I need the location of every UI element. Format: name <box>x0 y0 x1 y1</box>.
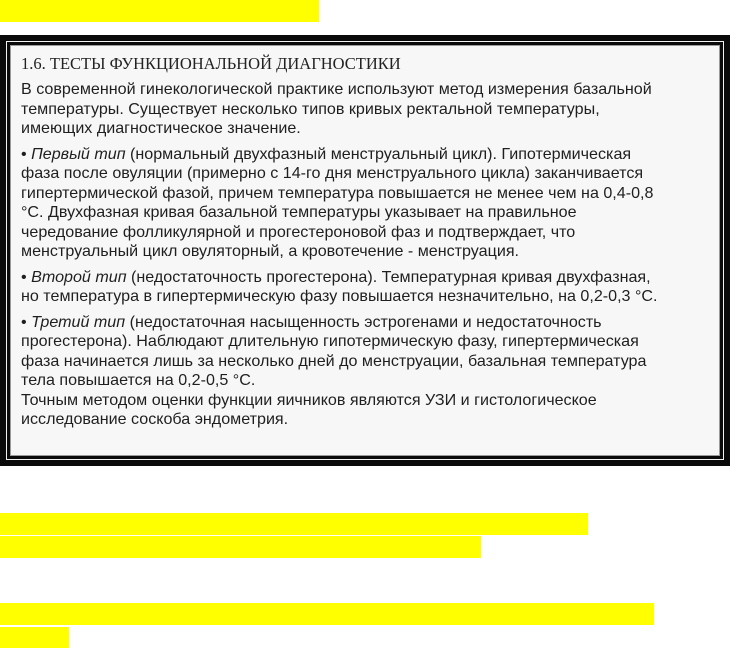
intro-line: температуры. Существует несколько типов кривых ректальной температуры, <box>21 99 600 118</box>
bullet: • <box>21 267 32 286</box>
type-1-line: гипертермической фазой, причем температура повышается не менее чем на 0,4-0,8 <box>21 183 654 202</box>
type-1-line: менструальный цикл овуляторный, а кровотечение - менструация. <box>21 242 520 260</box>
highlight-bar <box>0 536 481 558</box>
highlight-bar <box>0 513 588 535</box>
type-1-line: фаза после овуляции (примерно с 14-го дня менструального цикла) заканчивается <box>21 164 644 182</box>
type-2-paragraph <box>21 268 709 307</box>
bullet: • <box>21 312 32 331</box>
type-3-line: Точным методом оценки функции яичников являются УЗИ и гистологическое <box>21 390 597 409</box>
section-title: 1.6. ТЕСТЫ ФУНКЦИОНАЛЬНОЙ ДИАГНОСТИКИ <box>21 54 401 73</box>
type-2-first-line <box>21 268 709 288</box>
type-1-name: Первый тип <box>31 144 126 163</box>
intro-line: В современной гинекологической практике используют метод измерения базальной <box>21 80 652 98</box>
type-3-paragraph <box>21 313 709 430</box>
type-2-first-rest: (недостаточность прогестерона). Температурная кривая двухфазная, <box>126 267 651 286</box>
text-panel <box>10 45 720 456</box>
highlight-bar <box>0 627 69 648</box>
highlight-bar <box>0 603 654 625</box>
type-3-first-rest: (недостаточная насыщенность эстрогенами и недостаточность <box>125 312 602 331</box>
type-1-line: °С. Двухфазная кривая базальной температуры указывает на правильное <box>21 203 577 221</box>
bullet: • <box>21 144 32 163</box>
type-2-line: но температура в гипертермическую фазу повышается незначительно, на 0,2-0,3 °С. <box>21 287 658 305</box>
type-3-line: фаза начинается лишь за несколько дней до менструации, базальная температура <box>21 351 647 370</box>
highlight-bar-top <box>0 0 319 22</box>
type-1-line: чередование фолликулярной и прогестероновой фаз и подтверждает, что <box>21 222 576 241</box>
type-1-paragraph <box>21 145 709 262</box>
intro-paragraph <box>21 80 709 139</box>
type-2-name: Второй тип <box>31 267 127 286</box>
type-1-first-rest: (нормальный двухфазный менструальный цикл). Гипотермическая <box>125 144 632 163</box>
type-3-first-line <box>21 313 709 333</box>
type-3-line: прогестерона). Наблюдают длительную гипотермическую фазу, гипертермическая <box>21 332 639 350</box>
type-1-first-line <box>21 145 709 165</box>
type-3-name: Третий тип <box>31 312 126 331</box>
intro-line: имеющих диагностическое значение. <box>21 119 301 137</box>
type-3-line: тела повышается на 0,2-0,5 °С. <box>21 371 256 389</box>
type-3-line: исследование соскоба эндометрия. <box>21 410 289 428</box>
framed-text-box <box>0 35 730 466</box>
